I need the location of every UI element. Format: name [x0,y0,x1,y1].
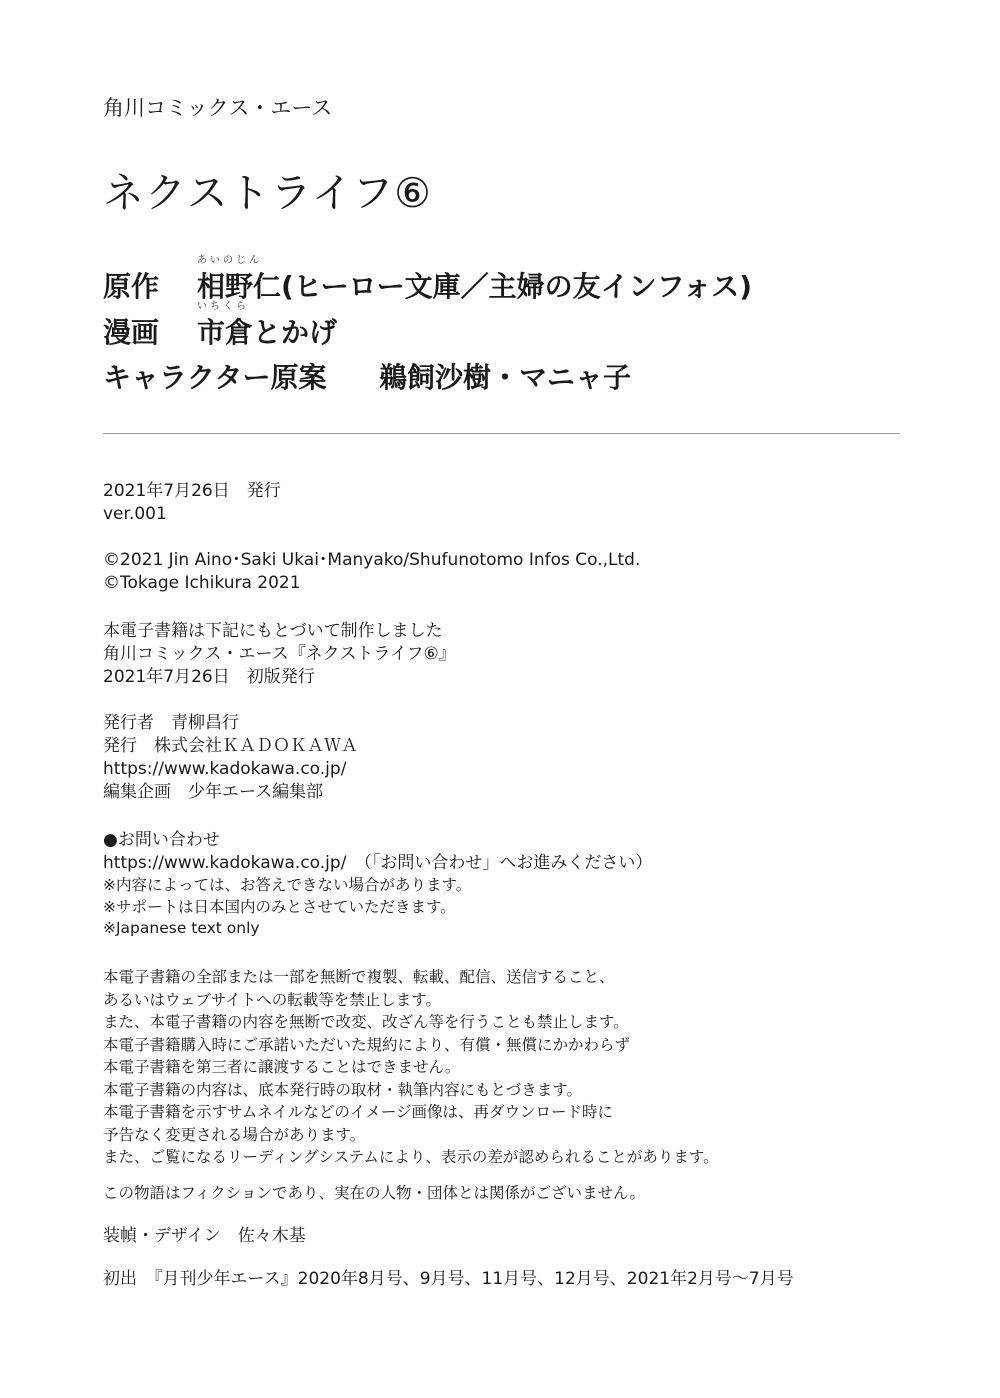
publication-date: 2021年7月26日 発行 [103,481,281,501]
fiction-notice: この物語はフィクションであり、実在の人物・団体とは関係がございません。 [103,1184,645,1202]
version: ver.001 [103,504,167,524]
terms-line: 予告なく変更される場合があります。 [103,1125,366,1144]
source-line: 本電子書籍は下記にもとづいて制作しました [103,621,443,641]
furigana: あいのじん [197,255,262,266]
furigana: いちくら [197,301,249,312]
terms-line: 本電子書籍を第三者に譲渡することはできません。 [103,1058,461,1076]
copyright-block [103,549,640,595]
copyright-line: ©2021 Jin Aino･Saki Ukai･Manyako/Shufunotomo Infos Co.,Ltd. [103,550,641,570]
terms-block [103,966,719,1169]
contact-url-line: https://www.kadokawa.co.jp/ （「お問い合わせ」へお進みください） [103,853,653,873]
terms-line: 本電子書籍の全部または一部を無断で複製、転載、配信、送信すること、 [103,968,615,986]
divider [103,433,900,434]
publisher-url: https://www.kadokawa.co.jp/ [103,759,347,779]
terms-line: 本電子書籍購入時にご承諾いただいた規約により、有償・無償にかかわらず [103,1035,631,1054]
copyright-line: ©Tokage Ichikura 2021 [103,573,301,593]
terms-line: あるいはウェブサイトへの転載等を禁止します。 [103,990,442,1009]
design-credit: 装幀・デザイン 佐々木基 [103,1226,306,1246]
source-line: 角川コミックス・エース『ネクストライフ⑥』 [103,644,456,664]
publisher-block [103,712,358,804]
credit-name: 鵜飼沙樹・マニャ子 [379,361,632,394]
credit-manga-artist [103,301,338,351]
contact-note: ※サポートは日本国内のみとさせていただきます。 [103,897,456,916]
terms-line: 本電子書籍を示すサムネイルなどのイメージ画像は、再ダウンロード時に [103,1103,613,1121]
contact-note: ※内容によっては、お答えできない場合があります。 [103,876,472,894]
terms-line: また、ご覧になるリーディングシステムにより、表示の差が認められることがあります。 [103,1148,719,1166]
source-line: 2021年7月26日 初版発行 [103,667,315,687]
publication-info [103,480,281,526]
imprint-label: 角川コミックス・エース [103,96,333,120]
contact-block [103,829,652,940]
publisher-person: 発行者 青柳昌行 [103,713,239,733]
book-title: ネクストライフ⑥ [103,169,432,217]
source-edition-block [103,620,456,689]
editorial-department: 編集企画 少年エース編集部 [103,782,324,802]
contact-heading: ●お問い合わせ [103,830,220,850]
contact-note: ※Japanese text only [103,919,260,937]
terms-line: 本電子書籍の内容は、底本発行時の取材・執筆内容にもとづきます。 [103,1080,582,1099]
terms-line: また、本電子書籍の内容を無断で改変、改ざん等を行うことも禁止します。 [103,1013,629,1031]
credit-name: あいのじん 相野仁(ヒーロー文庫／主婦の友インフォス) [197,265,752,305]
credit-role: キャラクター原案 [103,361,327,394]
credit-role: 漫画 [103,316,160,349]
credit-name: いちくら 市倉とかげ [197,311,337,351]
publisher-company: 発行 株式会社ＫＡＤＯＫＡＷＡ [103,736,358,756]
credit-role: 原作 [103,270,160,303]
first-appearance: 初出 『月刊少年エース』2020年8月号、9月号、11月号、12月号、2021年2月号〜7月号 [103,1269,794,1289]
credit-character-design [103,356,631,396]
